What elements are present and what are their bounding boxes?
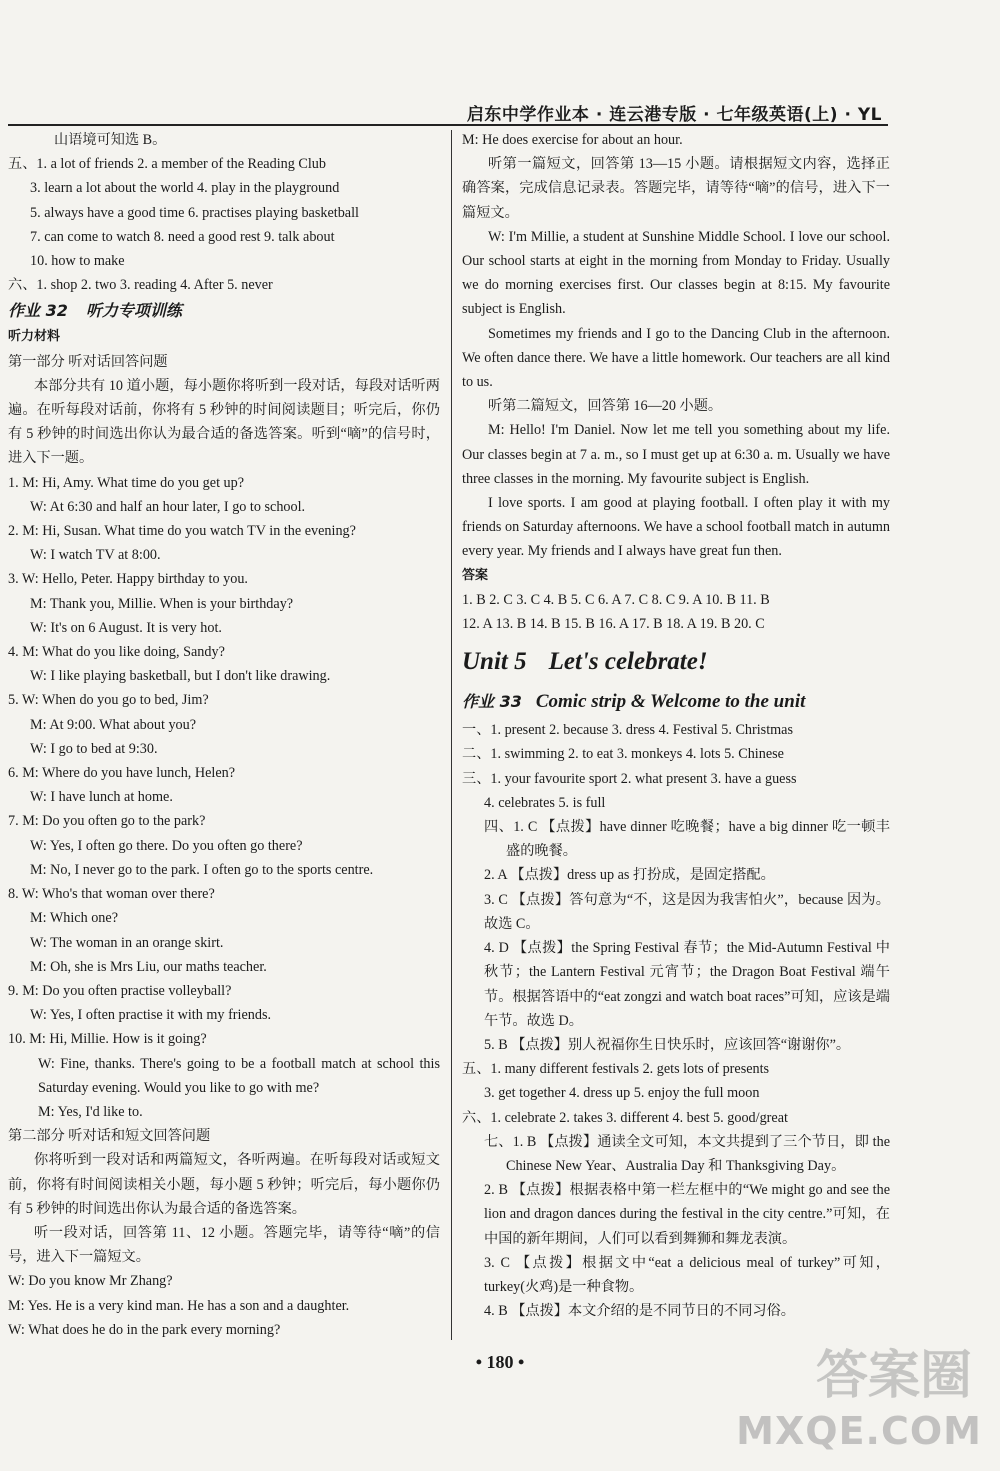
- dialogue-line: W: I have lunch at home.: [30, 789, 173, 806]
- watermark-logo: 答案圈: [815, 1346, 972, 1406]
- exercise-line: 一、1. present 2. because 3. dress 4. Festival 5. Christmas: [462, 722, 793, 739]
- answer-line: 六、1. shop 2. two 3. reading 4. After 5. never: [8, 277, 273, 294]
- answer-line: 10. how to make: [30, 253, 125, 270]
- dialogue-line: 1. M: Hi, Amy. What time do you get up?: [8, 474, 245, 491]
- exercise-note: 七、1. B 【点拨】通读全文可知，本文共提到了三个节日，即 the Chinese New Year、Australia Day 和 Thanksgiving Day。: [484, 1133, 890, 1174]
- answer-line: 山语境可知选 B。: [54, 132, 167, 148]
- exercise-line: 3. get together 4. dress up 5. enjoy the full moon: [484, 1085, 760, 1102]
- dialogue-line: W: I watch TV at 8:00.: [30, 547, 161, 564]
- dialogue-line: 9. M: Do you often practise volleyball?: [8, 982, 232, 999]
- section-title: Comic strip & Welcome to the unit: [535, 691, 806, 713]
- unit-name: Let's celebrate!: [548, 648, 708, 676]
- section-number: 作业 32: [8, 301, 68, 321]
- dialogue-line: 2. M: Hi, Susan. What time do you watch TV in the evening?: [8, 523, 356, 540]
- exercise-line: 4. celebrates 5. is full: [484, 794, 606, 811]
- passage-paragraph: W: I'm Millie, a student at Sunshine Middle School. I love our school. Our school starts at eight in the morning from Monday to Friday. Usually we do morning exercises first. Our classes begin at 8:15. My favourite subject is English.: [462, 228, 890, 318]
- page-number: • 180 •: [475, 1352, 525, 1372]
- exercise-note: 2. B 【点拨】根据表格中第一栏左框中的“We might go and see the lion and dragon dances during the festival in the city centre.”可知，在中国的新年期间，人们可以看到舞狮和舞龙表演。: [484, 1182, 890, 1247]
- answer-line: 3. learn a lot about the world 4. play in the playground: [30, 180, 340, 197]
- section-number: 作业 33: [462, 692, 522, 712]
- dialogue-line: 10. M: Hi, Millie. How is it going?: [8, 1031, 207, 1048]
- exercise-note: 2. A 【点拨】dress up as 打扮成，是固定搭配。: [484, 867, 775, 884]
- dialogue-line: W: Yes, I often go there. Do you often go there?: [30, 837, 303, 854]
- dialogue-line: 4. M: What do you like doing, Sandy?: [8, 644, 225, 661]
- part-intro: 本部分共有 10 道小题，每小题你将听到一段对话，每段对话听两遍。在听每段对话前，你将有 5 秒钟的时间阅读题目；听完后，你仍有 5 秒钟的时间选出你认为最合适的备选答案。听到“嘀”的信号时，进入下一题。: [8, 377, 440, 467]
- exercise-line: 五、1. many different festivals 2. gets lots of presents: [462, 1061, 770, 1078]
- exercise-line: 二、1. swimming 2. to eat 3. monkeys 4. lots 5. Chinese: [462, 746, 784, 763]
- dialogue-line: W: Do you know Mr Zhang?: [8, 1273, 173, 1290]
- answers-row: 12. A 13. B 14. B 15. B 16. A 17. B 18. A 19. B 20. C: [462, 616, 765, 633]
- part-title: 第一部分 听对话回答问题: [8, 353, 168, 370]
- dialogue-line: W: Yes, I often practise it with my friends.: [30, 1007, 272, 1024]
- part-title: 第二部分 听对话和短文回答问题: [8, 1128, 211, 1145]
- section-heading-33: [462, 686, 890, 718]
- dialogue-line: M: At 9:00. What about you?: [30, 716, 197, 733]
- passage-paragraph: Sometimes my friends and I go to the Dancing Club in the afternoon. We often dance there. We have a little homework. Our teachers are all kind to us.: [462, 325, 890, 391]
- book-title: 启东中学作业本 · 连云港专版 · 七年级英语(上) · YL: [466, 105, 882, 125]
- dialogue-line: W: It's on 6 August. It is very hot.: [30, 619, 222, 636]
- dialogue-line: M: He does exercise for about an hour.: [462, 132, 683, 148]
- part-intro: 你将听到一段对话和两篇短文，各听两遍。在听每段对话或短文前，你将有时间阅读相关小题，每小题 5 秒钟；听完后，每小题你仍有 5 秒钟的时间选出你认为最合适的备选答案。: [8, 1152, 440, 1217]
- dialogue-line: W: Fine, thanks. There's going to be a football match at school this Saturday evening. Would you like to go with me?: [38, 1055, 440, 1096]
- dialogue-line: M: Which one?: [30, 910, 118, 927]
- answers-row: 1. B 2. C 3. C 4. B 5. C 6. A 7. C 8. C 9. A 10. B 11. B: [462, 591, 770, 608]
- answers-label: 答案: [462, 567, 489, 583]
- exercise-note: 4. D 【点拨】the Spring Festival 春节；the Mid-Autumn Festival 中秋节；the Lantern Festival 元宵节；the Dragon Boat Festival 端午节。根据答语中的“eat zongzi and watch boat races”可知，应该是端午节。故选 D。: [484, 940, 890, 1029]
- dialogue-line: M: Oh, she is Mrs Liu, our maths teacher.: [30, 958, 267, 975]
- material-label: 听力材料: [8, 329, 61, 345]
- exercise-note: 5. B 【点拨】别人祝福你生日快乐时，应该回答“谢谢你”。: [484, 1036, 851, 1053]
- dialogue-line: M: No, I never go to the park. I often go to the sports centre.: [30, 861, 374, 878]
- dialogue-line: M: Yes, I'd like to.: [38, 1103, 143, 1120]
- right-column: [462, 128, 890, 1323]
- dialogue-line: W: I go to bed at 9:30.: [30, 740, 158, 757]
- page-header: [0, 0, 1000, 130]
- passage-paragraph: M: Hello! I'm Daniel. Now let me tell you something about my life. Our classes begin at 7 a. m., so I must get up at 6:30 a. m. Usually we have three classes in the morning. My favourite subject is English.: [462, 422, 890, 487]
- passage-paragraph: I love sports. I am good at playing football. I often play it with my friends on Saturday afternoons. We have a school football match in autumn every year. My friends and I always have great fun then.: [462, 495, 890, 560]
- part-question: 听一段对话，回答第 11、12 小题。答题完毕，请等待“嘀”的信号，进入下一篇短文。: [8, 1224, 440, 1266]
- answer-line: 五、1. a lot of friends 2. a member of the Reading Club: [8, 156, 326, 173]
- dialogue-line: W: The woman in an orange skirt.: [30, 934, 224, 951]
- dialogue-line: M: Yes. He is a very kind man. He has a son and a daughter.: [8, 1297, 350, 1314]
- section-heading-32: [8, 297, 440, 325]
- part-question: 听第一篇短文，回答第 13—15 小题。请根据短文内容，选择正确答案，完成信息记录表。答题完毕，请等待“嘀”的信号，进入下一篇短文。: [462, 156, 890, 221]
- answer-line: 7. can come to watch 8. need a good rest 9. talk about: [30, 228, 335, 245]
- exercise-note: 3. C 【点拨】根据文中“eat a delicious meal of turkey”可知，turkey(火鸡)是一种食物。: [484, 1254, 890, 1295]
- dialogue-line: W: What does he do in the park every morning?: [8, 1321, 281, 1338]
- answer-line: 5. always have a good time 6. practises playing basketball: [30, 204, 359, 221]
- unit-number: Unit 5: [462, 648, 527, 676]
- watermark-site: MXQE.COM: [736, 1409, 982, 1453]
- exercise-note: 3. C 【点拨】答句意为“不，这是因为我害怕火”，because 因为。故选 C。: [484, 891, 890, 932]
- watermark: [736, 1333, 982, 1453]
- exercise-line: 六、1. celebrate 2. takes 3. different 4. best 5. good/great: [462, 1109, 788, 1126]
- dialogue-line: 5. W: When do you go to bed, Jim?: [8, 692, 209, 709]
- part-question: 听第二篇短文，回答第 16—20 小题。: [488, 398, 723, 415]
- dialogue-line: W: I like playing basketball, but I don't like drawing.: [30, 668, 331, 685]
- column-divider: [451, 130, 452, 1340]
- unit-title: [462, 640, 890, 684]
- dialogue-line: M: Thank you, Millie. When is your birthday?: [30, 595, 294, 612]
- exercise-note: 4. B 【点拨】本文介绍的是不同节日的不同习俗。: [484, 1303, 795, 1320]
- section-title: 听力专项训练: [85, 301, 182, 321]
- dialogue-line: 8. W: Who's that woman over there?: [8, 886, 215, 903]
- exercise-line: 三、1. your favourite sport 2. what present 3. have a guess: [462, 770, 797, 787]
- exercise-note: 四、1. C 【点拨】have dinner 吃晚餐；have a big dinner 吃一顿丰盛的晚餐。: [484, 819, 890, 860]
- left-column: [8, 128, 440, 1342]
- dialogue-line: 3. W: Hello, Peter. Happy birthday to you.: [8, 571, 248, 588]
- dialogue-line: 7. M: Do you often go to the park?: [8, 813, 206, 830]
- header-rule: [8, 124, 888, 126]
- dialogue-line: 6. M: Where do you have lunch, Helen?: [8, 765, 236, 782]
- dialogue-line: W: At 6:30 and half an hour later, I go to school.: [30, 498, 306, 515]
